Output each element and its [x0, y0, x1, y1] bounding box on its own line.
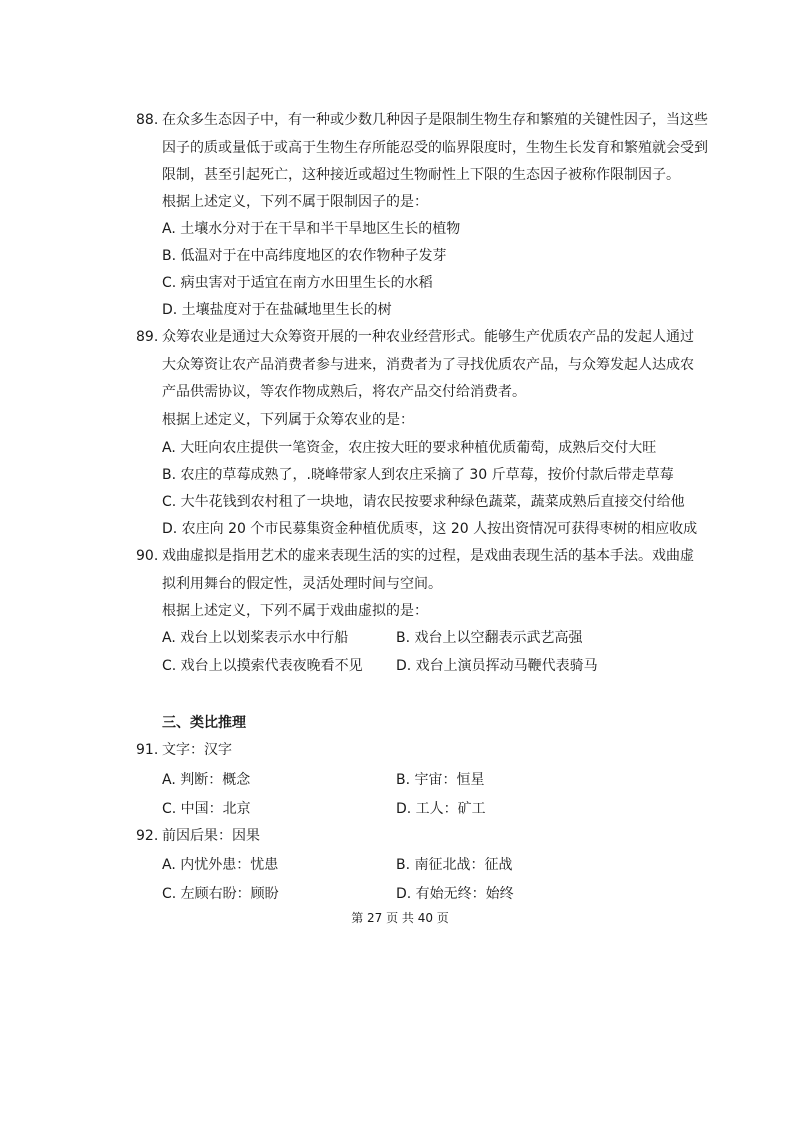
q89-prompt: 根据上述定义，下列属于众筹农业的是： — [162, 412, 414, 428]
q90-option-a: A. 戏台上以划桨表示水中行船 — [162, 630, 349, 646]
q92-number: 92. — [136, 828, 159, 844]
q89-option-a: A. 大旺向农庄提供一笔资金，农庄按大旺的要求种植优质葡萄，成熟后交付大旺 — [162, 440, 657, 456]
q88-option-a: A. 土壤水分对于在干旱和半干旱地区生长的植物 — [162, 221, 461, 237]
q88-number: 88. — [136, 112, 159, 128]
q92-option-c: C. 左顾右盼：顾盼 — [162, 886, 279, 902]
q89-stem-line: 大众筹资让农产品消费者参与进来，消费者为了寻找优质农产品，与众筹发起人达成农 — [162, 357, 694, 373]
q88-stem-line: 因子的质或量低于或高于生物生存所能忍受的临界限度时，生物生长发育和繁殖就会受到 — [162, 140, 708, 156]
q91-stem: 文字：汉字 — [162, 742, 232, 758]
q91-number: 91. — [136, 742, 159, 758]
q91-option-a: A. 判断：概念 — [162, 772, 251, 788]
q89-option-c: C. 大牛花钱到农村租了一块地，请农民按要求种绿色蔬菜，蔬菜成熟后直接交付给他 — [162, 494, 685, 510]
q92-stem: 前因后果：因果 — [162, 828, 260, 844]
section-title: 三、类比推理 — [162, 715, 246, 731]
q89-option-b: B. 农庄的草莓成熟了，.晓峰带家人到农庄采摘了 30 斤草莓，按价付款后带走草莓 — [162, 467, 674, 483]
page-footer: 第 27 页 共 40 页 — [351, 911, 449, 925]
q89-stem-line: 产品供需协议，等农作物成熟后，将农产品交付给消费者。 — [162, 384, 526, 400]
q88-prompt: 根据上述定义，下列不属于限制因子的是： — [162, 194, 428, 210]
q90-number: 90. — [136, 548, 159, 564]
q90-option-d: D. 戏台上演员挥动马鞭代表骑马 — [396, 658, 598, 674]
q92-option-a: A. 内忧外患：忧患 — [162, 857, 279, 873]
q92-option-d: D. 有始无终：始终 — [396, 886, 514, 902]
q90-stem-line: 戏曲虚拟是指用艺术的虚来表现生活的实的过程，是戏曲表现生活的基本手法。戏曲虚 — [162, 548, 694, 564]
q89-number: 89. — [136, 329, 159, 345]
q90-stem-line: 拟利用舞台的假定性，灵活处理时间与空间。 — [162, 576, 442, 592]
q90-option-b: B. 戏台上以空翻表示武艺高强 — [396, 630, 583, 646]
q88-option-c: C. 病虫害对于适宜在南方水田里生长的水稻 — [162, 275, 433, 291]
q88-option-d: D. 土壤盐度对于在盐碱地里生长的树 — [162, 302, 392, 318]
q91-option-d: D. 工人：矿工 — [396, 801, 486, 817]
q88-option-b: B. 低温对于在中高纬度地区的农作物种子发芽 — [162, 248, 447, 264]
q88-stem-line: 在众多生态因子中，有一种或少数几种因子是限制生物生存和繁殖的关键性因子，当这些 — [162, 112, 708, 128]
q91-option-c: C. 中国：北京 — [162, 801, 251, 817]
q88-stem-line: 限制，甚至引起死亡，这种接近或超过生物耐性上下限的生态因子被称作限制因子。 — [162, 167, 680, 183]
q90-option-c: C. 戏台上以摸索代表夜晚看不见 — [162, 658, 363, 674]
q92-option-b: B. 南征北战：征战 — [396, 857, 513, 873]
q89-option-d: D. 农庄向 20 个市民募集资金种植优质枣，这 20 人按出资情况可获得枣树的相应收成 — [162, 521, 698, 537]
q89-stem-line: 众筹农业是通过大众筹资开展的一种农业经营形式。能够生产优质农产品的发起人通过 — [162, 329, 694, 345]
q90-prompt: 根据上述定义，下列不属于戏曲虚拟的是： — [162, 603, 428, 619]
q91-option-b: B. 宇宙：恒星 — [396, 772, 485, 788]
